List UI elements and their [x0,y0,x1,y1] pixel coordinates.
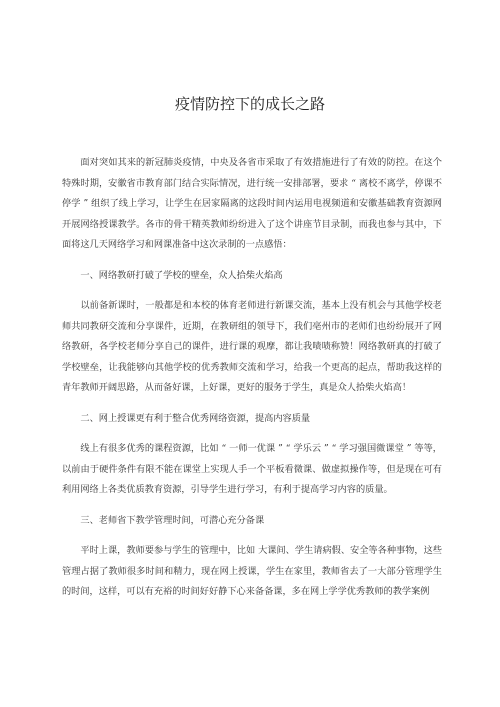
document-body [62,153,442,603]
section-heading-3: 三、老师省下教学管理时间，可潜心充分备课 [80,514,265,526]
page-title: 疫情防控下的成长之路 [174,95,325,113]
section-body-3: 平时上课，教师要参与学生的管理中，比如 大课间、学生请病假、安全等各种事物，这些管理占据了教师很多时间和精力，现在网上授课，学生在家里，教师省去了一大部分管理学生的时间，这样，可以有充裕的时间好好静下心来备备课，多在网上学学优秀教师的教学案例 [62,545,442,597]
section-body-2: 线上有很多优秀的课程资源，比如 “ 一师一优课 ” “ 学乐云 ” “ 学习强国微课堂 ” 等等，以前由于硬件条件有限不能在课堂上实现人手一个平板看微课、做虚拟操作等，但是现在可有利用网络上各类优质教育资源，引导学生进行学习，有利于提高学习内容的质量。 [62,443,442,495]
section-heading-2: 二、网上授课更有利于整合优秀网络资源，提高内容质量 [80,412,311,424]
section-body-1: 以前备新课时，一般都是和本校的体育老师进行新课交流，基本上没有机会与其他学校老师共同教研交流和分享课件，近期，在教研组的领导下，我们亳州市的老师们也纷纷展开了网络教研，各学校老师分享自己的课件，进行课的观摩，都让我啧啧称赞！网络教研真的打破了学校壁垒，让我能够向其他学校的优秀教师交流和学习，给我一个更高的起点，帮助我这样的青年教师开阔思路，从而备好课，上好课，更好的服务于学生，真是众人拾柴火焰高！ [62,300,442,393]
intro-paragraph: 面对突如其来的新冠肺炎疫情，中央及各省市采取了有效措施进行了有效的防控。在这个特殊时期，安徽省市教育部门结合实际情况，进行统一安排部署，要求 “ 离校不离学，停课不停学 ” 组织了线上学习，让学生在居家隔离的这段时间内运用电视频道和安徽基础教育资源网开展网络授课教学。各市的骨干精英教师纷纷进入了这个讲座节目录制，而我也参与其中，下面将这几天网络学习和网课准备中这次录制的一点感悟： [62,157,442,250]
section-heading-1: 一、网络教研打破了学校的壁垒，众人拾柴火焰高 [80,269,283,281]
